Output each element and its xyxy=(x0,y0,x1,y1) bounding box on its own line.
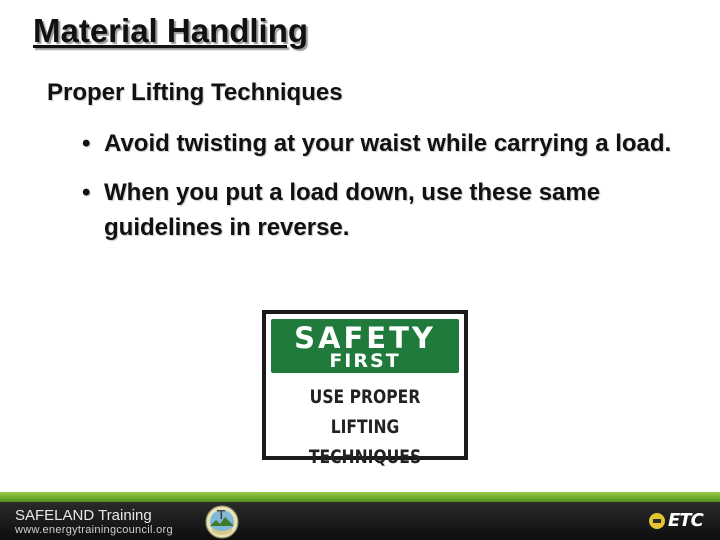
bullet-list xyxy=(82,126,702,259)
safety-sign-header xyxy=(271,319,459,373)
etc-logo-text: ETC xyxy=(668,510,703,531)
footer-accent-bar xyxy=(0,492,720,502)
bullet-text: When you put a load down, use these same guidelines in reverse. xyxy=(104,179,601,241)
sign-safety-text: SAFETY xyxy=(294,321,436,355)
bullet-text: Avoid twisting at your waist while carrying a load. xyxy=(104,130,672,157)
safety-sign-panel xyxy=(266,314,464,468)
footer-url: www.energytrainingcouncil.org xyxy=(15,524,173,536)
etc-logo-icon xyxy=(648,509,710,533)
sign-body-line-2: LIFTING TECHNIQUES xyxy=(308,416,422,468)
bullet-dot-icon: • xyxy=(82,130,91,157)
slide-subtitle: Proper Lifting Techniques xyxy=(47,79,343,106)
bullet-item xyxy=(82,126,702,161)
etc-emblem-icon xyxy=(648,509,668,533)
safeland-seal-icon xyxy=(204,504,240,540)
sign-body-text xyxy=(284,382,446,472)
sign-first-text: FIRST xyxy=(329,350,401,372)
footer-brand: SAFELAND Training xyxy=(15,507,152,524)
bullet-dot-icon: • xyxy=(82,179,91,206)
slide-title: Material Handling xyxy=(33,12,309,49)
sign-body-line-1: USE PROPER xyxy=(309,386,421,408)
bullet-item xyxy=(82,175,702,245)
safety-sign-image xyxy=(262,310,468,468)
footer-bar xyxy=(0,502,720,540)
